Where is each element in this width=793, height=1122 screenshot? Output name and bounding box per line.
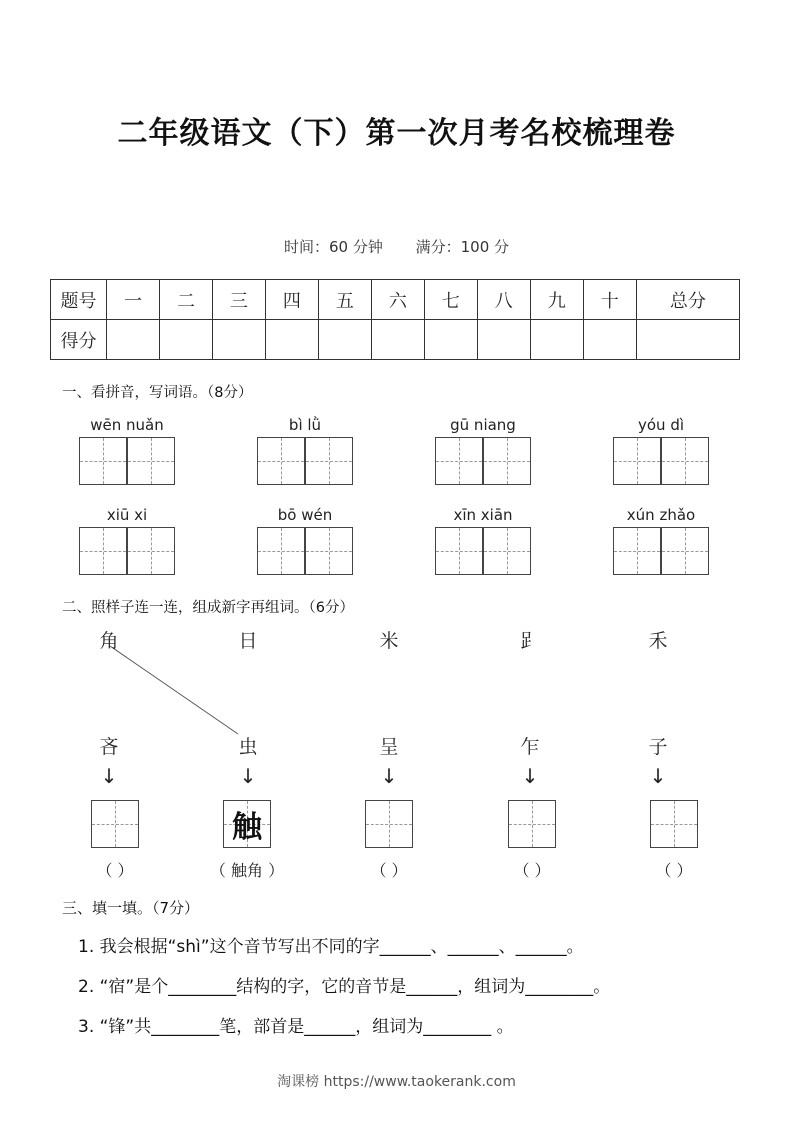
exam-time: 时间：60 分钟 (283, 238, 383, 256)
radical-top[interactable]: 角 (99, 630, 119, 652)
score-row-label: 得分 (51, 320, 107, 360)
down-arrow-icon: ↓ (100, 764, 118, 788)
word-answer-blank[interactable]: （ ） (655, 861, 693, 880)
score-col: 八 (477, 280, 530, 320)
section2-heading: 二、照样子连一连，组成新字再组词。（6分） (62, 600, 354, 616)
component-bottom[interactable]: 乍 (520, 736, 540, 758)
score-col: 四 (265, 280, 318, 320)
pinyin-label: bō wén (277, 506, 333, 524)
score-col: 六 (371, 280, 424, 320)
word-answer-blank[interactable]: （ ） (370, 861, 408, 880)
exam-full-score: 满分：100 分 (415, 238, 510, 256)
pinyin-label: xún zhǎo (626, 506, 696, 524)
word-answer-example: （ 触角 ） (209, 861, 285, 880)
fill-question-3[interactable]: 3. “锋”共________笔，部首是______，组词为________ 。 (78, 1017, 514, 1037)
component-bottom[interactable]: 子 (648, 736, 668, 758)
score-col-total: 总分 (636, 280, 739, 320)
score-col: 九 (530, 280, 583, 320)
score-col: 十 (583, 280, 636, 320)
pinyin-label: yóu dì (637, 416, 685, 434)
new-char-box[interactable] (650, 800, 698, 848)
fill-question-1[interactable]: 1. 我会根据“shì”这个音节写出不同的字______、______、______。 (78, 937, 584, 957)
word-answer-blank[interactable]: （ ） (513, 861, 551, 880)
new-char-box[interactable] (365, 800, 413, 848)
pinyin-label: bì lǜ (288, 416, 322, 434)
component-bottom[interactable]: 吝 (99, 736, 119, 758)
score-col: 二 (159, 280, 212, 320)
score-col: 七 (424, 280, 477, 320)
radical-top[interactable]: 禾 (648, 630, 668, 652)
component-bottom[interactable]: 虫 (238, 736, 258, 758)
score-col: 五 (318, 280, 371, 320)
section1-heading: 一、看拼音，写词语。（8分） (62, 385, 253, 401)
pinyin-label: gū niang (450, 416, 516, 434)
down-arrow-icon: ↓ (380, 764, 398, 788)
pinyin-label: xiū xi (106, 506, 148, 524)
score-row-label: 题号 (51, 280, 107, 320)
component-bottom[interactable]: 呈 (379, 736, 399, 758)
pinyin-label: xīn xiān (453, 506, 513, 524)
score-col: 一 (107, 280, 160, 320)
new-char-box-example (223, 800, 271, 848)
fill-question-2[interactable]: 2. “宿”是个________结构的字，它的音节是______，组词为________。 (78, 977, 611, 997)
down-arrow-icon: ↓ (521, 764, 539, 788)
radical-top[interactable]: 米 (379, 630, 399, 652)
new-char-box[interactable] (508, 800, 556, 848)
new-char-box[interactable] (91, 800, 139, 848)
down-arrow-icon: ↓ (649, 764, 667, 788)
footer-watermark: 淘课榜 https://www.taokerank.com (277, 1074, 516, 1090)
down-arrow-icon: ↓ (239, 764, 257, 788)
example-new-char: 触 (232, 810, 262, 845)
section3-heading: 三、填一填。（7分） (62, 899, 200, 917)
page-title: 二年级语文（下）第一次月考名校梳理卷 (117, 116, 676, 151)
radical-top[interactable]: 𧾷 (520, 630, 540, 652)
radical-top[interactable]: 日 (238, 630, 258, 652)
pinyin-label: wēn nuǎn (90, 416, 164, 434)
score-col: 三 (212, 280, 265, 320)
word-answer-blank[interactable]: （ ） (96, 861, 134, 880)
